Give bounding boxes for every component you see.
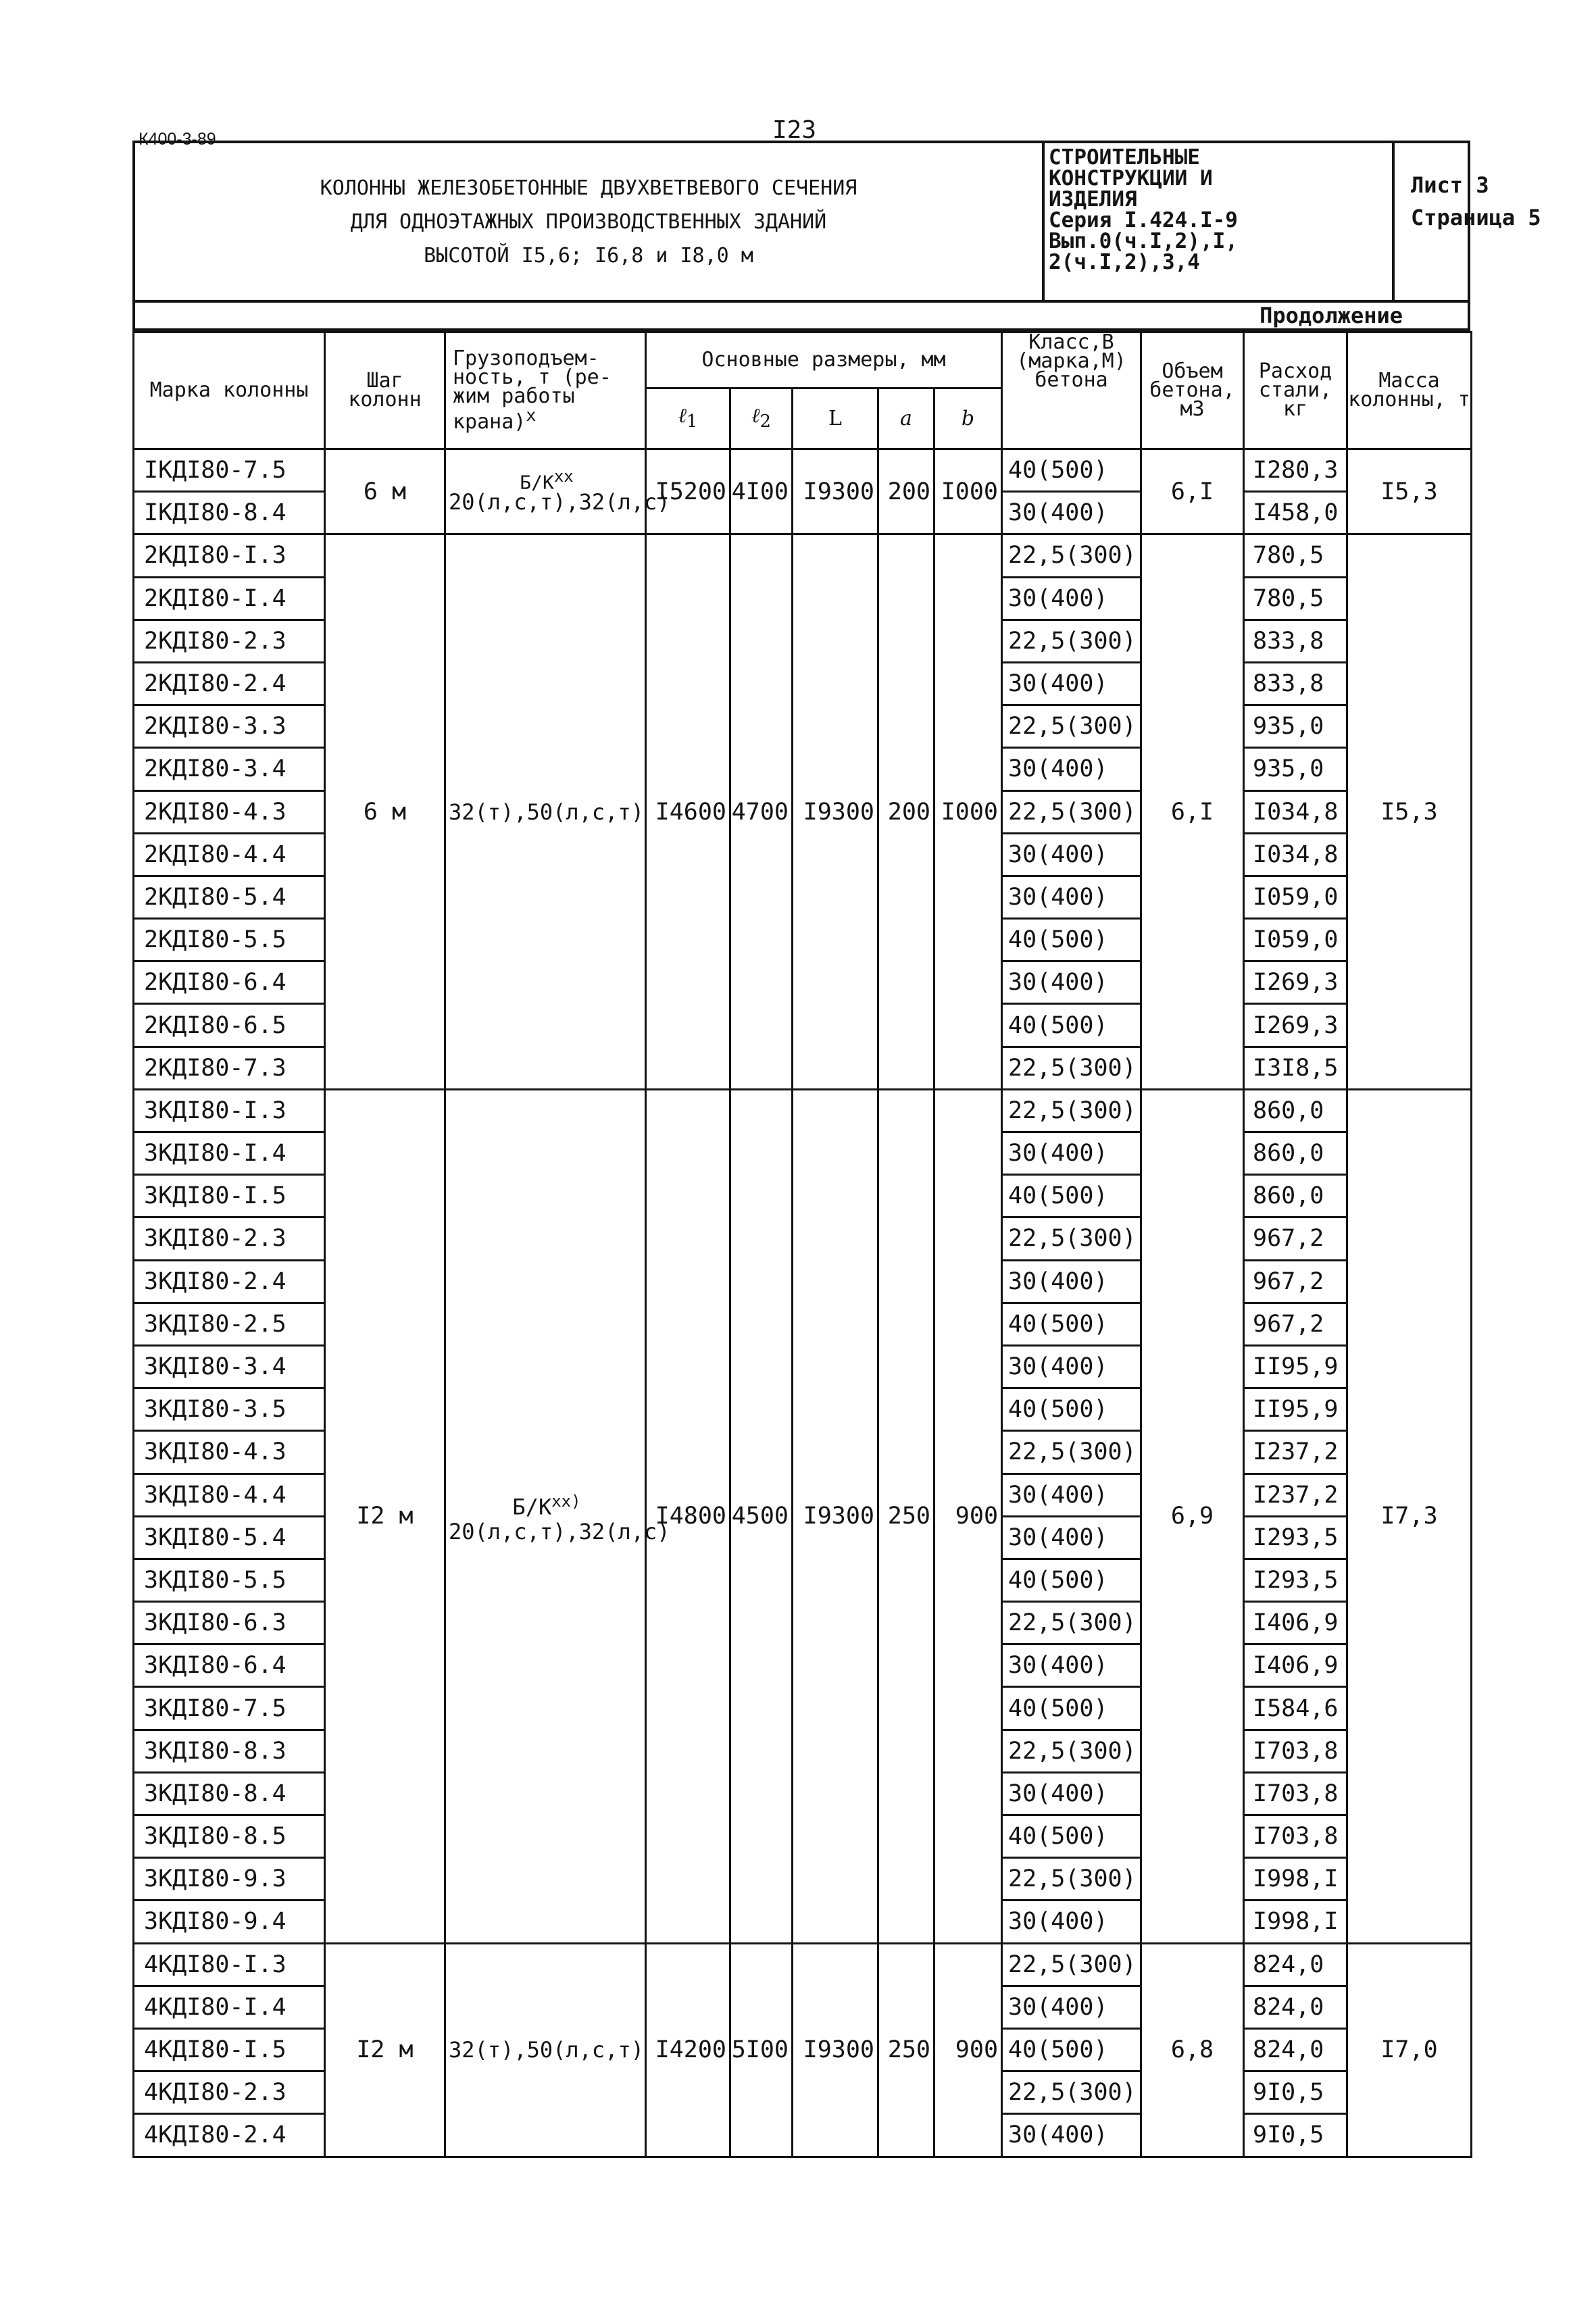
concrete-class: 40(500): [1002, 1303, 1141, 1345]
dim-l1: I5200: [646, 449, 730, 534]
steel-consumption: I406,9: [1244, 1602, 1347, 1644]
concrete-class: 30(400): [1002, 1345, 1141, 1388]
column-step: I2 м: [325, 1089, 445, 1943]
steel-consumption: 935,0: [1244, 748, 1347, 790]
dim-b: I000: [934, 534, 1002, 1089]
column-mark: 2КДI80-2.3: [134, 620, 325, 662]
steel-consumption: 824,0: [1244, 1943, 1347, 1986]
capacity-note: $Б/К^{хх}$: [520, 467, 574, 494]
header-volume: Объем бетона, м3: [1141, 332, 1244, 449]
document-code: К400-3-89: [139, 130, 216, 149]
concrete-class: 22,5(300): [1002, 1089, 1141, 1132]
concrete-class: 30(400): [1002, 1516, 1141, 1559]
dim-L: I9300: [793, 1943, 878, 2157]
dim-b: 900: [934, 1943, 1002, 2157]
column-mark: 3КДI80-5.5: [134, 1559, 325, 1601]
steel-consumption: 860,0: [1244, 1089, 1347, 1132]
header-capacity: Грузоподъем-ность, т (ре-жим работы крана)$^х$: [445, 332, 646, 449]
column-mark: 2КДI80-6.4: [134, 961, 325, 1004]
column-step: 6 м: [325, 449, 445, 534]
table-row: [134, 534, 1472, 577]
crane-capacity: [445, 449, 670, 534]
concrete-class: 22,5(300): [1002, 1217, 1141, 1260]
steel-consumption: I703,8: [1244, 1772, 1347, 1815]
concrete-class: 40(500): [1002, 919, 1141, 961]
concrete-class: 22,5(300): [1002, 1431, 1141, 1474]
table-row: [134, 1089, 1472, 1132]
column-mass: I7,0: [1347, 1943, 1472, 2157]
steel-consumption: I237,2: [1244, 1474, 1347, 1516]
concrete-class: 22,5(300): [1002, 620, 1141, 662]
column-mark: 3КДI80-2.5: [134, 1303, 325, 1345]
column-mark: 4КДI80-I.5: [134, 2028, 325, 2071]
steel-consumption: 824,0: [1244, 2028, 1347, 2071]
steel-consumption: I237,2: [1244, 1431, 1347, 1474]
steel-consumption: 935,0: [1244, 705, 1347, 748]
sheet-info: [1395, 143, 1541, 300]
title-line: ВЫСОТОЙ I5,6; I6,8 и I8,0 м: [424, 244, 753, 268]
column-mark: 2КДI80-5.4: [134, 876, 325, 918]
table-header-row: [134, 332, 1472, 388]
steel-consumption: I458,0: [1244, 492, 1347, 534]
dim-a: 200: [878, 534, 934, 1089]
columns-table: [132, 331, 1472, 2158]
column-mark: 4КДI80-I.4: [134, 1986, 325, 2028]
page-label: Страница 5: [1411, 205, 1541, 230]
page-number: I23: [772, 116, 817, 144]
table-body: [134, 449, 1472, 2157]
steel-consumption: I059,0: [1244, 919, 1347, 961]
sheet-number: Лист 3: [1411, 172, 1489, 198]
column-mark: 3КДI80-8.3: [134, 1730, 325, 1772]
series-info: [1045, 143, 1395, 300]
steel-consumption: I034,8: [1244, 833, 1347, 876]
dim-L: I9300: [793, 534, 878, 1089]
table-row: [134, 1943, 1472, 1986]
steel-consumption: I703,8: [1244, 1730, 1347, 1772]
header-L: L: [793, 388, 878, 449]
table-row: [134, 449, 1472, 492]
dim-l1: I4200: [646, 1943, 730, 2157]
column-mark: 2КДI80-5.5: [134, 919, 325, 961]
dim-L: I9300: [793, 1089, 878, 1943]
column-mark: 3КДI80-5.4: [134, 1516, 325, 1559]
column-mark: 3КДI80-3.4: [134, 1345, 325, 1388]
concrete-volume: 6,8: [1141, 1943, 1244, 2157]
concrete-class: 30(400): [1002, 1644, 1141, 1687]
steel-consumption: 9I0,5: [1244, 2071, 1347, 2114]
continuation-bar: [132, 301, 1470, 331]
steel-consumption: II95,9: [1244, 1388, 1347, 1431]
concrete-class: 22,5(300): [1002, 1602, 1141, 1644]
column-mark: 3КДI80-6.4: [134, 1644, 325, 1687]
header-dimensions: Основные размеры, мм: [646, 332, 1002, 388]
column-mark: 2КДI80-I.3: [134, 534, 325, 577]
title-line: ДЛЯ ОДНОЭТАЖНЫХ ПРОИЗВОДСТВЕННЫХ ЗДАНИЙ: [350, 210, 827, 234]
column-step: I2 м: [325, 1943, 445, 2157]
header-a: a: [878, 388, 934, 449]
concrete-class: 40(500): [1002, 1388, 1141, 1431]
column-mark: 3КДI80-8.4: [134, 1772, 325, 1815]
document-title: [135, 143, 1045, 300]
column-mark: 3КДI80-6.3: [134, 1602, 325, 1644]
steel-consumption: 967,2: [1244, 1303, 1347, 1345]
concrete-class: 22,5(300): [1002, 1943, 1141, 1986]
column-mark: 2КДI80-3.4: [134, 748, 325, 790]
header-mass: Масса колонны, т: [1347, 332, 1472, 449]
column-mark: IКДI80-8.4: [134, 492, 325, 534]
column-mark: 3КДI80-8.5: [134, 1815, 325, 1858]
concrete-class: 30(400): [1002, 1132, 1141, 1175]
series-line: Серия I.424.I-9: [1049, 208, 1238, 232]
column-mark: 2КДI80-I.4: [134, 577, 325, 620]
concrete-class: 30(400): [1002, 2114, 1141, 2157]
steel-consumption: I269,3: [1244, 961, 1347, 1004]
concrete-class: 30(400): [1002, 1772, 1141, 1815]
column-mark: 3КДI80-9.4: [134, 1901, 325, 1943]
dim-l2: 5I00: [730, 1943, 793, 2157]
concrete-class: 30(400): [1002, 1474, 1141, 1516]
steel-consumption: I034,8: [1244, 790, 1347, 833]
dim-l1: I4800: [646, 1089, 730, 1943]
steel-consumption: I703,8: [1244, 1815, 1347, 1858]
dim-a: 250: [878, 1089, 934, 1943]
column-mark: 2КДI80-7.3: [134, 1047, 325, 1089]
title-block: [132, 141, 1541, 303]
column-mark: 3КДI80-3.5: [134, 1388, 325, 1431]
concrete-class: 30(400): [1002, 577, 1141, 620]
concrete-class: 22,5(300): [1002, 1858, 1141, 1901]
header-l2: ℓ$_2$: [730, 388, 793, 449]
steel-consumption: I998,I: [1244, 1858, 1347, 1901]
steel-consumption: 833,8: [1244, 620, 1347, 662]
column-mark: 4КДI80-I.3: [134, 1943, 325, 1986]
column-mark: 3КДI80-4.4: [134, 1474, 325, 1516]
crane-capacity: [445, 534, 646, 1089]
series-line: ИЗДЕЛИЯ: [1049, 187, 1137, 211]
dim-b: 900: [934, 1089, 1002, 1943]
column-step: 6 м: [325, 534, 445, 1089]
column-mark: 3КДI80-9.3: [134, 1858, 325, 1901]
column-mark: 2КДI80-6.5: [134, 1004, 325, 1047]
steel-consumption: I3I8,5: [1244, 1047, 1347, 1089]
steel-consumption: 833,8: [1244, 662, 1347, 705]
steel-consumption: I406,9: [1244, 1644, 1347, 1687]
series-line: 2(ч.I,2),3,4: [1049, 250, 1200, 274]
capacity-value: 32(т),50(л,с,т): [449, 799, 644, 825]
column-mass: I7,3: [1347, 1089, 1472, 1943]
steel-consumption: I269,3: [1244, 1004, 1347, 1047]
concrete-class: 40(500): [1002, 2028, 1141, 2071]
column-mark: 2КДI80-4.3: [134, 790, 325, 833]
concrete-class: 40(500): [1002, 1815, 1141, 1858]
column-mass: I5,3: [1347, 449, 1472, 534]
concrete-volume: 6,I: [1141, 534, 1244, 1089]
column-mark: 4КДI80-2.4: [134, 2114, 325, 2157]
concrete-class: 22,5(300): [1002, 1047, 1141, 1089]
dim-l2: 4700: [730, 534, 793, 1089]
concrete-class: 30(400): [1002, 833, 1141, 876]
concrete-class: 22,5(300): [1002, 534, 1141, 577]
concrete-class: 22,5(300): [1002, 790, 1141, 833]
column-mark: 3КДI80-I.3: [134, 1089, 325, 1132]
crane-capacity: [445, 1943, 646, 2157]
column-mark: 2КДI80-3.3: [134, 705, 325, 748]
series-line: СТРОИТЕЛЬНЫЕ: [1049, 145, 1200, 170]
column-mark: 4КДI80-2.3: [134, 2071, 325, 2114]
steel-consumption: I293,5: [1244, 1559, 1347, 1601]
concrete-class: 30(400): [1002, 876, 1141, 918]
steel-consumption: II95,9: [1244, 1345, 1347, 1388]
dim-l1: I4600: [646, 534, 730, 1089]
header-steel: Расход стали, кг: [1244, 332, 1347, 449]
dim-b: I000: [934, 449, 1002, 534]
concrete-class: 22,5(300): [1002, 705, 1141, 748]
capacity-note: $Б/К^{хх)}$: [512, 1491, 581, 1520]
column-mark: 2КДI80-2.4: [134, 662, 325, 705]
concrete-class: 22,5(300): [1002, 2071, 1141, 2114]
concrete-class: 40(500): [1002, 1004, 1141, 1047]
continuation-label: Продолжение: [1260, 303, 1403, 328]
concrete-class: 30(400): [1002, 1260, 1141, 1303]
concrete-class: 30(400): [1002, 1901, 1141, 1943]
steel-consumption: I998,I: [1244, 1901, 1347, 1943]
concrete-class: 30(400): [1002, 961, 1141, 1004]
concrete-class: 22,5(300): [1002, 1730, 1141, 1772]
concrete-class: 40(500): [1002, 1687, 1141, 1730]
concrete-class: 40(500): [1002, 1559, 1141, 1601]
steel-consumption: 860,0: [1244, 1175, 1347, 1217]
dim-l2: 4500: [730, 1089, 793, 1943]
dim-l2: 4I00: [730, 449, 793, 534]
column-mark: 3КДI80-7.5: [134, 1687, 325, 1730]
capacity-value: 20(л,с,т),32(л,с): [449, 1518, 670, 1544]
concrete-class: 40(500): [1002, 449, 1141, 492]
steel-consumption: 967,2: [1244, 1260, 1347, 1303]
concrete-volume: 6,I: [1141, 449, 1244, 534]
column-mark: 3КДI80-2.3: [134, 1217, 325, 1260]
steel-consumption: 824,0: [1244, 1986, 1347, 2028]
steel-consumption: 9I0,5: [1244, 2114, 1347, 2157]
concrete-class: 30(400): [1002, 662, 1141, 705]
steel-consumption: 780,5: [1244, 577, 1347, 620]
steel-consumption: I280,3: [1244, 449, 1347, 492]
steel-consumption: I293,5: [1244, 1516, 1347, 1559]
column-mark: 3КДI80-4.3: [134, 1431, 325, 1474]
column-mark: 2КДI80-4.4: [134, 833, 325, 876]
header-b: b: [934, 388, 1002, 449]
concrete-class: 30(400): [1002, 748, 1141, 790]
header-mark: Марка колонны: [134, 332, 325, 449]
title-line: КОЛОННЫ ЖЕЛЕЗОБЕТОННЫЕ ДВУХВЕТВЕВОГО СЕЧЕНИЯ: [320, 176, 857, 200]
steel-consumption: I584,6: [1244, 1687, 1347, 1730]
column-mark: 3КДI80-2.4: [134, 1260, 325, 1303]
series-line: КОНСТРУКЦИИ И: [1049, 166, 1213, 191]
column-mark: IКДI80-7.5: [134, 449, 325, 492]
steel-consumption: 860,0: [1244, 1132, 1347, 1175]
concrete-class: 40(500): [1002, 1175, 1141, 1217]
column-mark: 3КДI80-I.4: [134, 1132, 325, 1175]
steel-consumption: 967,2: [1244, 1217, 1347, 1260]
series-line: Вып.0(ч.I,2),I,: [1049, 229, 1238, 253]
dim-L: I9300: [793, 449, 878, 534]
dim-a: 200: [878, 449, 934, 534]
dim-a: 250: [878, 1943, 934, 2157]
capacity-value: 20(л,с,т),32(л,с): [449, 489, 670, 515]
column-mark: 3КДI80-I.5: [134, 1175, 325, 1217]
steel-consumption: I059,0: [1244, 876, 1347, 918]
concrete-class: 30(400): [1002, 1986, 1141, 2028]
capacity-value: 32(т),50(л,с,т): [449, 2037, 644, 2063]
header-l1: ℓ$_1$: [646, 388, 730, 449]
steel-consumption: 780,5: [1244, 534, 1347, 577]
header-class: Класс,В (марка,М) бетона: [1002, 332, 1141, 449]
concrete-volume: 6,9: [1141, 1089, 1244, 1943]
concrete-class: 30(400): [1002, 492, 1141, 534]
header-step: Шаг колонн: [325, 332, 445, 449]
crane-capacity: [445, 1089, 670, 1943]
column-mass: I5,3: [1347, 534, 1472, 1089]
